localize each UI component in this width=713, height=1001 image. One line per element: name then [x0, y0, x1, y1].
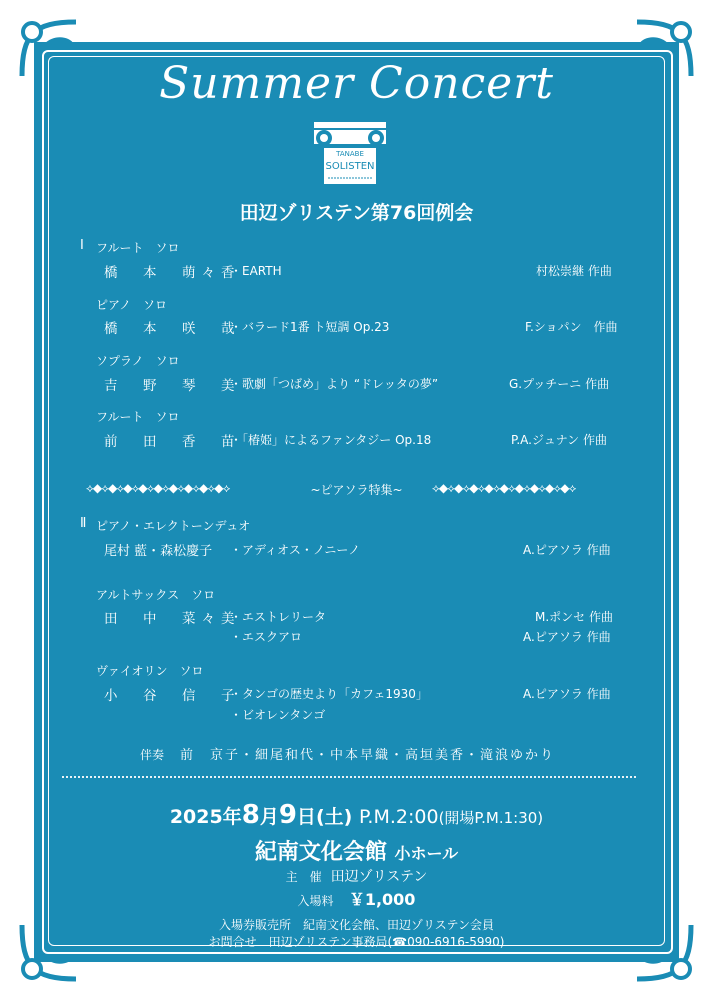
host-name: 田辺ゾリステン	[330, 869, 428, 885]
piece-title: ・ビオレンタンゴ	[230, 708, 326, 722]
role-label: アルトサックス ソロ	[96, 588, 216, 602]
piece-title: ・エストレリータ	[230, 610, 327, 624]
performer-name: 橋 本 咲 哉	[104, 321, 241, 337]
event-day: 9	[278, 800, 297, 830]
performer-name: 田 中 菜々美	[104, 611, 241, 627]
host-line	[0, 866, 713, 886]
piece-title: ・エスクアロ	[230, 630, 303, 644]
part2-marker: Ⅱ	[80, 516, 87, 531]
divider-ornament-left: ⟡◆⟡◆⟡◆⟡◆⟡◆⟡◆⟡◆⟡◆⟡◆⟡	[86, 481, 230, 495]
fee-line	[0, 887, 713, 910]
role-label: フルート ソロ	[96, 410, 180, 424]
performer-name: 小 谷 信 子	[104, 688, 241, 704]
ticket-outlets: 入場券販売所 紀南文化会館、田辺ゾリステン会員	[219, 918, 494, 932]
special-title: ~ピアソラ特集~	[310, 483, 403, 497]
composer: A.ピアソラ 作曲	[523, 630, 611, 644]
performer-name: 吉 野 琴 美	[104, 378, 241, 394]
accompaniment-label: 伴奏	[140, 748, 165, 762]
composer: G.プッチーニ 作曲	[509, 377, 610, 391]
dotted-divider	[62, 776, 636, 782]
accompaniment-names: 前 京子・細尾和代・中本早織・高垣美香・滝浪ゆかり	[180, 748, 556, 763]
role-label: ソプラノ ソロ	[96, 354, 180, 368]
event-time: P.M.2:00	[358, 806, 439, 828]
composer: M.ポンセ 作曲	[535, 610, 613, 624]
performer-name: 尾村 藍・森松慶子	[104, 544, 213, 559]
composer: A.ピアソラ 作曲	[523, 543, 611, 557]
piece-title: ・バラード1番 ト短調 Op.23	[230, 320, 390, 334]
piece-title: ・タンゴの歴史より「カフェ1930」	[230, 687, 428, 701]
event-year: 2025年	[169, 806, 242, 828]
event-hall: 小ホール	[394, 844, 459, 863]
piece-title: ・アディオス・ノニーノ	[230, 543, 361, 557]
event-weekday: (土)	[315, 806, 353, 828]
event-date	[0, 800, 713, 830]
event-month-unit: 月	[259, 806, 279, 828]
composer: 村松崇継 作曲	[536, 264, 612, 278]
concert-heading: 田辺ゾリステン第76回例会	[239, 202, 474, 224]
event-venue-line	[0, 835, 713, 866]
event-venue: 紀南文化会館	[254, 840, 387, 865]
performer-name: 前 田 香 苗	[104, 434, 241, 450]
host-label: 主 催	[285, 870, 322, 884]
part1-marker: Ⅰ	[80, 238, 84, 253]
ionic-column-capital-icon	[310, 120, 390, 188]
role-label: フルート ソロ	[96, 241, 180, 255]
composer: F.ショパン 作曲	[525, 320, 618, 334]
role-label: ヴァイオリン ソロ	[96, 664, 204, 678]
fee-amount: ￥1,000	[348, 890, 416, 909]
event-open-time: (開場P.M.1:30)	[438, 809, 544, 827]
piece-title: ・「椿姫」によるファンタジー Op.18	[230, 433, 432, 447]
role-label: ピアノ・エレクトーンデュオ	[96, 519, 251, 533]
piece-title: ・EARTH	[230, 264, 282, 278]
piece-title: ・歌劇「つばめ」より “ドレッタの夢”	[230, 377, 439, 391]
fee-label: 入場料	[297, 894, 334, 908]
contact-info: お問合せ 田辺ゾリステン事務局(☎090-6916-5990)	[208, 935, 505, 949]
logo-line1: TANABE	[336, 150, 364, 158]
composer: P.A.ジュナン 作曲	[511, 433, 607, 447]
logo-line2: SOLISTEN	[325, 161, 375, 172]
event-day-unit: 日	[296, 806, 316, 828]
role-label: ピアノ ソロ	[96, 298, 168, 312]
composer: A.ピアソラ 作曲	[523, 687, 611, 701]
concert-title: Summer Concert	[159, 58, 554, 109]
performer-name: 橋 本 萌々香	[104, 265, 241, 281]
event-month: 8	[241, 800, 260, 830]
divider-ornament-right: ⟡◆⟡◆⟡◆⟡◆⟡◆⟡◆⟡◆⟡◆⟡◆⟡	[432, 481, 576, 495]
